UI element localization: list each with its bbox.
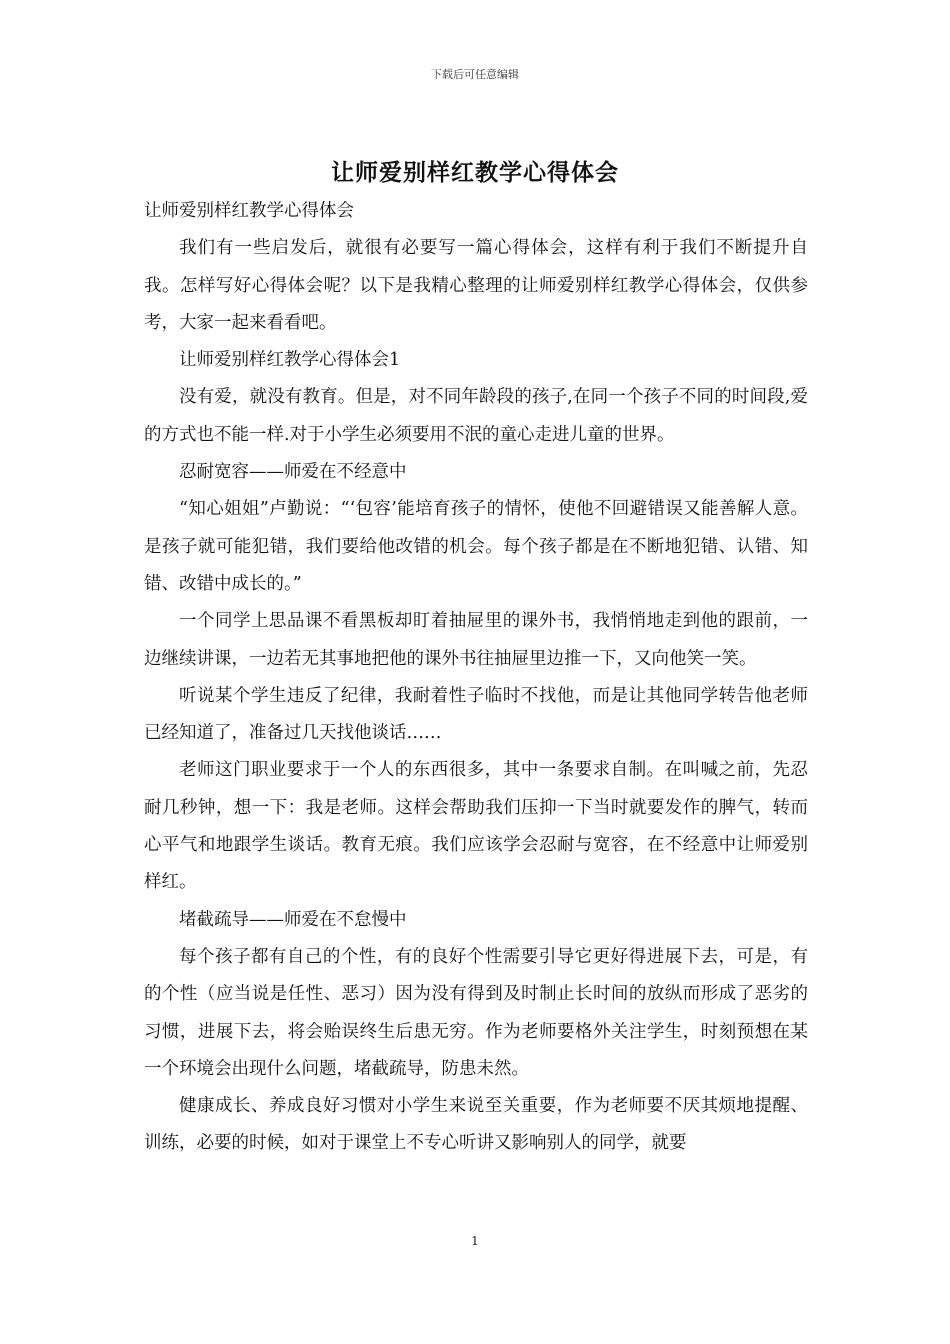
section-heading: 堵截疏导——师爱在不怠慢中 <box>179 909 407 930</box>
paragraph: 健康成长、养成良好习惯对小学生来说至关重要，作为老师要不厌其烦地提醒、训练，必要的时候，如对于课堂上不专心听讲又影响别人的同学，就要 <box>144 1096 808 1154</box>
paragraph: 听说某个学生违反了纪律，我耐着性子临时不找他，而是让其他同学转告他老师已经知道了，准备过几天找他谈话…… <box>144 685 808 744</box>
header-note: 下载后可任意编辑 <box>431 68 519 81</box>
paragraph: 让师爱别样红教学心得体会 <box>144 201 354 221</box>
paragraph: “知心姐姐”卢勤说：“‘包容’能培育孩子的情怀，使他不回避错误又能善解人意。是孩子就可能犯错，我们要给他改错的机会。每个孩子都是在不断地犯错、认错、知错、改错中成长的。” <box>144 499 808 594</box>
document-title: 让师爱别样红教学心得体会 <box>331 159 619 186</box>
paragraph: 老师这门职业要求于一个人的东西很多，其中一条要求自制。在叫喊之前，先忍耐几秒钟，想一下：我是老师。这样会帮助我们压抑一下当时就要发作的脾气，转而心平气和地跟学生谈话。教育无痕。我们应该学会忍耐与宽容，在不经意中让师爱别样红。 <box>144 760 808 893</box>
section-heading: 让师爱别样红教学心得体会1 <box>179 350 401 371</box>
page-number: 1 <box>471 1234 479 1248</box>
paragraph: 一个同学上思品课不看黑板却盯着抽屉里的课外书，我悄悄地走到他的跟前，一边继续讲课，一边若无其事地把他的课外书往抽屉里边推一下，又向他笑一笑。 <box>144 611 808 669</box>
paragraph: 没有爱，就没有教育。但是，对不同年龄段的孩子,在同一个孩子不同的时间段,爱的方式也不能一样.对于小学生必须要用不泯的童心走进儿童的世界。 <box>144 387 808 445</box>
paragraph: 每个孩子都有自己的个性，有的良好个性需要引导它更好得进展下去，可是，有的个性（应当说是任性、恶习）因为没有得到及时制止长时间的放纵而形成了恶劣的习惯，进展下去，将会贻误终生后患无穷。作为老师要格外关注学生，时刻预想在某一个环境会出现什么问题，堵截疏导，防患未然。 <box>144 946 808 1079</box>
section-heading: 忍耐宽容——师爱在不经意中 <box>179 462 407 483</box>
document-body <box>144 193 808 1163</box>
paragraph: 我们有一些启发后，就很有必要写一篇心得体会，这样有利于我们不断提升自我。怎样写好心得体会呢？以下是我精心整理的让师爱别样红教学心得体会，仅供参考，大家一起来看看吧。 <box>144 238 808 333</box>
